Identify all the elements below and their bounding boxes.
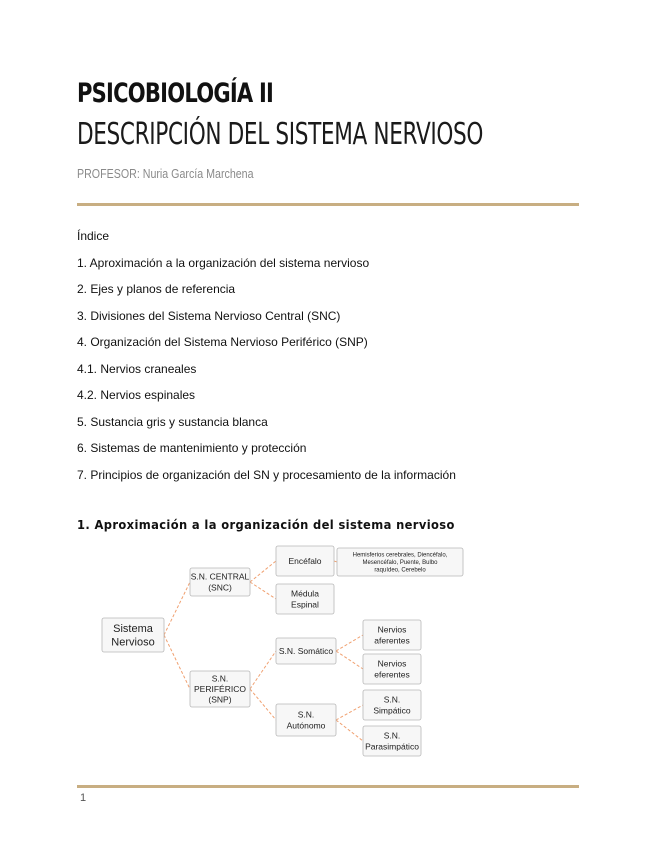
connector-autonomo-parasimpatico [336,720,363,741]
toc-item: 1. Aproximación a la organización del sistema nervioso [77,255,370,270]
page-number: 1 [80,792,87,804]
node-label: Encéfalo [288,555,322,566]
connector-snc-encefalo [250,561,276,582]
node-root [102,618,164,652]
toc-item: 4.2. Nervios espinales [77,388,196,402]
document-title: PSICOBIOLOGÍA II [77,78,274,109]
connector-autonomo-simpatico [336,705,363,720]
connector-snp-somatico [250,651,276,689]
document-subtitle: DESCRIPCIÓN DEL SISTEMA NERVIOSO [77,117,484,152]
nervous-system-diagram [80,540,510,765]
toc-item: 4. Organización del Sistema Nervioso Periférico (SNP) [77,335,368,349]
connector-somatico-aferentes [336,635,363,651]
node-label: Nervioso [111,636,155,649]
diagram-boxes [102,546,463,756]
node-label: Autónomo [286,720,326,731]
node-parasimpatico [363,726,421,756]
connector-encefalo-encefalo_detail [334,561,337,562]
toc-item: 2. Ejes y planos de referencia [77,282,236,296]
section-heading: 1. Aproximación a la organización del sistema nervioso [77,517,455,532]
node-label: aferentes [374,635,410,646]
node-encefalo [276,546,334,576]
node-label: Sistema [113,622,153,635]
table-of-contents [77,228,456,493]
node-label: Nervios [377,624,407,635]
node-label: S.N. [211,673,229,684]
node-eferentes [363,654,421,684]
node-label: Espinal [291,599,319,610]
node-label: Médula [291,588,319,599]
node-label: S.N. [297,709,315,720]
node-label: Simpático [373,705,411,716]
professor-line: PROFESOR: Nuria García Marchena [77,166,254,181]
node-label: (SNP) [208,694,232,705]
node-label: S.N. [383,730,401,741]
node-label: S.N. Somático [278,645,334,656]
node-autonomo [276,704,336,736]
connector-root-snp [164,635,190,689]
node-label: S.N. CENTRAL [190,571,250,582]
node-label: Parasimpático [365,741,419,752]
connector-snc-medula [250,582,276,599]
node-label: eferentes [374,669,410,680]
footer-divider [77,785,579,788]
connector-snp-autonomo [250,689,276,720]
connector-somatico-eferentes [336,651,363,669]
node-snc [190,568,250,596]
node-label: raquídeo, Cerebelo [374,567,426,574]
node-medula [276,584,334,614]
node-encefalo-detail [337,548,463,576]
node-aferentes [363,620,421,650]
node-somatico [276,638,336,664]
node-label: PERIFÉRICO [194,683,246,694]
node-label: Hemisferios cerebrales, Diencéfalo, [352,552,448,559]
toc-item: 4.1. Nervios craneales [77,361,197,376]
toc-item: 6. Sistemas de mantenimiento y protección [77,441,307,455]
node-snp [190,671,250,707]
node-label: (SNC) [208,582,232,593]
node-label: S.N. [383,694,401,705]
node-label: Mesencéfalo, Puente, Bulbo [362,560,438,567]
toc-item: 3. Divisiones del Sistema Nervioso Central (SNC) [77,308,341,323]
node-label: Nervios [377,658,407,669]
header-divider [77,203,579,206]
toc-item: 7. Principios de organización del SN y procesamiento de la información [77,467,456,482]
node-simpatico [363,690,421,720]
toc-item: 5. Sustancia gris y sustancia blanca [77,414,268,429]
connector-root-snc [164,582,190,635]
toc-heading: Índice [77,229,110,243]
